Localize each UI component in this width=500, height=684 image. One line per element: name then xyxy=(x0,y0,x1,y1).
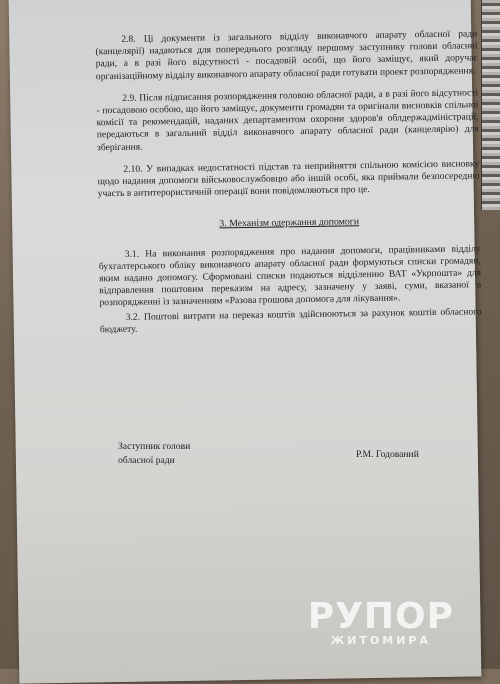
paragraph-3-1: 3.1. На виконання розпорядження про надання допомоги, працівниками відділу бухгалтерського обліку виконавчого апарату обласної ради формуються списки громадян, яким надано допомогу. Сформовані списки подаються відділенню ВАТ «Укрпошта» для відправлення поштовим переказом на адресу, зазначену у заяві, суми, вказаної в розпорядженні із зазначенням «Разова грошова допомога для лікування». xyxy=(98,242,482,309)
signatory-title-line1: Заступник голови xyxy=(118,441,191,452)
paragraph-2-9: 2.9. Після підписання розпорядження головою обласної ради, а в разі його відсутності - посадовою особою, що його заміщує, документи громадян та оригінали висновків спільної комісії та рекомендацій, наданих департаментом охорони здоров'я облдержадміністрації, передаються в загальний відділ виконавчого апарату обласної ради (канцелярію) для зберігання. xyxy=(96,87,479,153)
signature-block xyxy=(118,440,478,480)
document-page xyxy=(9,0,482,684)
notebook-spiral xyxy=(481,0,500,210)
paragraph-2-10: 2.10. У випадках недостатності підстав та неприйняття спільною комісією висновку щодо надання допомоги військовослужбовцю або іншій особі, яка приймали безпосередню участь в антитерористичній операції вони повідомляються про це. xyxy=(97,158,480,200)
document-body xyxy=(95,28,482,346)
paragraph-3-2: 3.2. Поштові витрати на переказ коштів здійснюються за рахунок коштів обласного бюджету. xyxy=(99,305,482,336)
paragraph-2-8: 2.8. Ці документи із загального відділу виконавчого апарату обласної ради (канцелярії) надаються для попереднього розгляду першому заступнику голови обласної ради, а в разі його відсутності - посадовій особі, що його заміщує, який доручає організаційному відділу виконавчого апарату обласної ради готувати проект розпорядження. xyxy=(95,28,478,82)
section-heading: 3. Механізм одержання допомоги xyxy=(219,216,360,230)
watermark-logo xyxy=(307,596,454,647)
signatory-name: Р.М. Годований xyxy=(356,449,419,460)
signatory-title-line2: обласної ради xyxy=(118,455,175,466)
watermark-main: РУПОР xyxy=(307,596,454,637)
signatory-title xyxy=(118,440,190,468)
watermark-sub: ЖИТОМИРА xyxy=(330,634,431,647)
